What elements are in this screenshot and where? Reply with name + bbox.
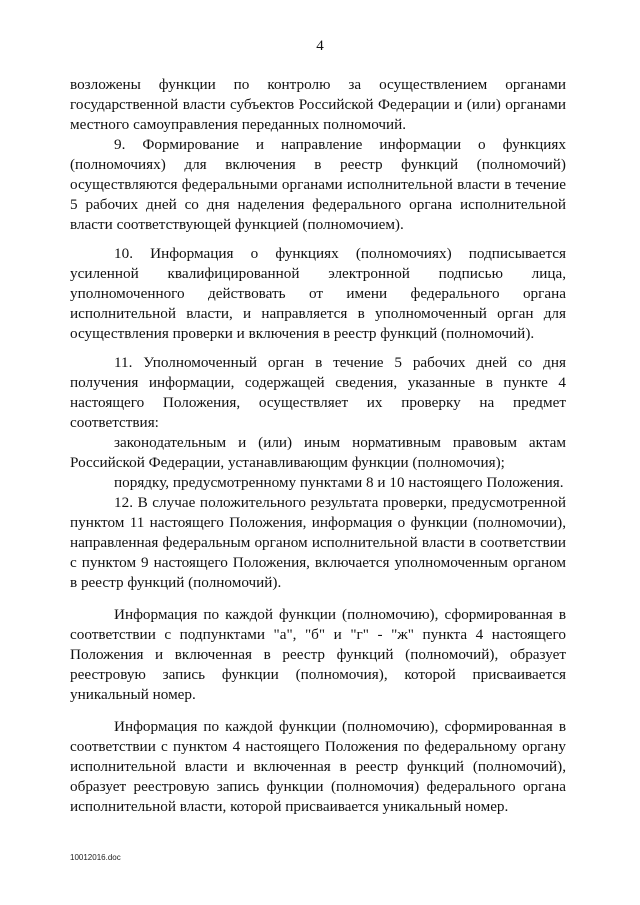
paragraph-item-12: 12. В случае положительного результата проверки, предусмотренной пунктом 11 настоящего Положения, информация о функции (полномочии), направленная федеральным органом исполнительной власти в соответствии с пунктом 9 настоящего Положения, включается уполномоченным органом в реестр функций (полномочий).: [70, 494, 566, 591]
document-body: [70, 75, 566, 817]
paragraph-item-11-clause-1: законодательным и (или) иным нормативным правовым актам Российской Федерации, устанавливающим функции (полномочия);: [70, 434, 566, 471]
paragraph-item-11-clause-2: порядку, предусмотренному пунктами 8 и 10 настоящего Положения.: [114, 474, 564, 491]
paragraph-item-10: 10. Информация о функциях (полномочиях) подписывается усиленной квалифицированной электронной подписью лица, уполномоченного действовать от имени федерального органа исполнительной власти, и направляется в уполномоченный орган для осуществления проверки и включения в реестр функций (полномочий).: [70, 245, 566, 342]
paragraph-continuation: возложены функции по контролю за осуществлением органами государственной власти субъектов Российской Федерации и (или) органами местного самоуправления переданных полномочий.: [70, 76, 566, 133]
paragraph-item-9: 9. Формирование и направление информации о функциях (полномочиях) для включения в реестр функций (полномочий) осуществляются федеральными органами исполнительной власти в течение 5 рабочих дней со дня наделения федерального органа исполнительной власти соответствующей функцией (полномочием).: [70, 136, 566, 233]
footer-filename: 10012016.doc: [70, 853, 121, 862]
paragraph-federal-registry-entry: Информация по каждой функции (полномочию), сформированная в соответствии с пунктом 4 настоящего Положения по федеральному органу исполнительной власти и включенная в реестр функций (полномочий), образует реестровую запись функции (полномочия) федерального органа исполнительной власти, которой присваивается уникальный номер.: [70, 718, 566, 815]
page-number: 4: [316, 38, 324, 54]
paragraph-item-11: 11. Уполномоченный орган в течение 5 рабочих дней со дня получения информации, содержащей сведения, указанные в пункте 4 настоящего Положения, осуществляет их проверку на предмет соответствия:: [70, 354, 566, 431]
paragraph-registry-entry: Информация по каждой функции (полномочию), сформированная в соответствии с подпунктами "а", "б" и "г" - "ж" пункта 4 настоящего Положения и включенная в реестр функций (полномочий), образует реестровую запись функции (полномочия), которой присваивается уникальный номер.: [70, 606, 566, 703]
